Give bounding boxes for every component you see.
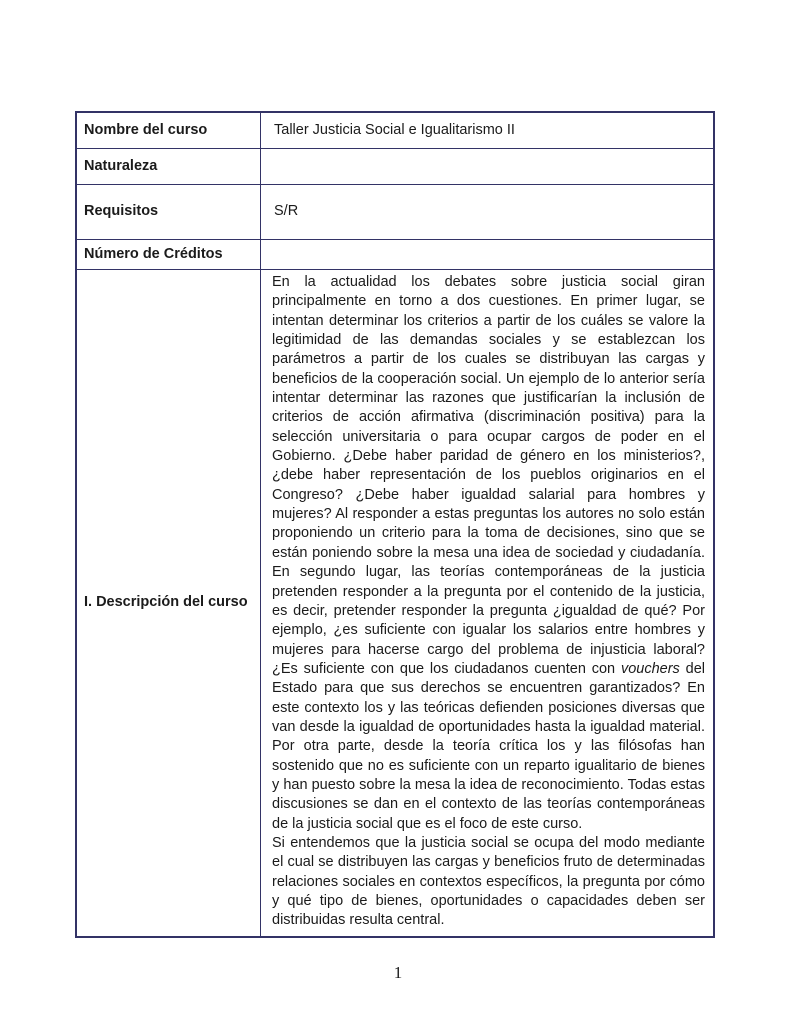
course-info-table — [75, 111, 715, 938]
row-value-nombre-del-curso: Taller Justicia Social e Igualitarismo II — [274, 121, 515, 138]
row-value-requisitos: S/R — [274, 203, 299, 220]
page-number: 1 — [393, 963, 403, 982]
table-row-requisitos — [77, 184, 713, 239]
row-label-descripcion-del-curso: I. Descripción del curso — [77, 270, 261, 936]
row-label-naturaleza: Naturaleza — [77, 149, 261, 184]
row-label-nombre-del-curso: Nombre del curso — [77, 113, 261, 148]
table-row-nombre — [77, 113, 713, 148]
table-row-naturaleza — [77, 148, 713, 184]
description-paragraph-1: En la actualidad los debates sobre justicia social giran principalmente en torno a dos cuestiones. En primer lugar, se intentan determinar los criterios a partir de los cuáles se valore la legitimidad de las demandas sociales y se establezcan los parámetros a partir de los cuales se distribuyan las cargas y beneficios de la cooperación social. Un ejemplo de lo anterior sería intentar determinar las razones que justificarían la inclusión de criterios de acción afirmativa (discriminación positiva) para la selección universitaria o para ocupar cargos de poder en el Gobierno. ¿Debe haber paridad de género en los ministerios?, ¿debe haber representación de los pueblos originarios en el Congreso? ¿Debe haber igualdad salarial para hombres y mujeres? Al responder a estas preguntas los autores no solo están proponiendo un criterio para la toma de decisiones, sino que se están poniendo sobre la mesa una idea de sociedad y ciudadanía. En segundo lugar, las teorías contemporáneas de la justicia pretenden responder a la pregunta por el contenido de la justicia, es decir, pretender responder la pregunta ¿igualdad de qué? Por ejemplo, ¿es suficiente con igualar los salarios entre hombres y mujeres para hacerse cargo del problema de injusticia laboral? ¿Es suficiente con que los ciudadanos cuenten con vouchers del Estado para que sus derechos se encuentren garantizados? En este contexto los y las teóricas defienden posiciones diversas que van desde la igualdad de oportunidades hasta la igualdad material. Por otra parte, desde la teoría crítica los y las filósofas han sostenido que no es suficiente con un reparto igualitario de bienes y han puesto sobre la mesa la idea de reconocimiento. Todas estas discusiones se dan en el contexto de las teorías contemporáneas de la justicia social que es el foco de este curso. — [272, 274, 705, 832]
row-value-naturaleza — [261, 149, 713, 184]
table-row-descripcion — [77, 269, 713, 936]
row-label-requisitos: Requisitos — [77, 185, 261, 239]
course-description-text — [261, 270, 713, 936]
description-paragraph-2: Si entendemos que la justicia social se ocupa del modo mediante el cual se distribuyen las cargas y beneficios fruto de determinadas relaciones sociales en contextos específicos, la pregunta por cómo y qué tipo de bienes, oportunidades o capacidades deben ser distribuidas resulta central. — [272, 834, 705, 929]
row-value-numero-de-creditos — [261, 240, 713, 269]
row-label-numero-de-creditos: Número de Créditos — [77, 240, 261, 269]
table-row-numero-creditos — [77, 239, 713, 269]
